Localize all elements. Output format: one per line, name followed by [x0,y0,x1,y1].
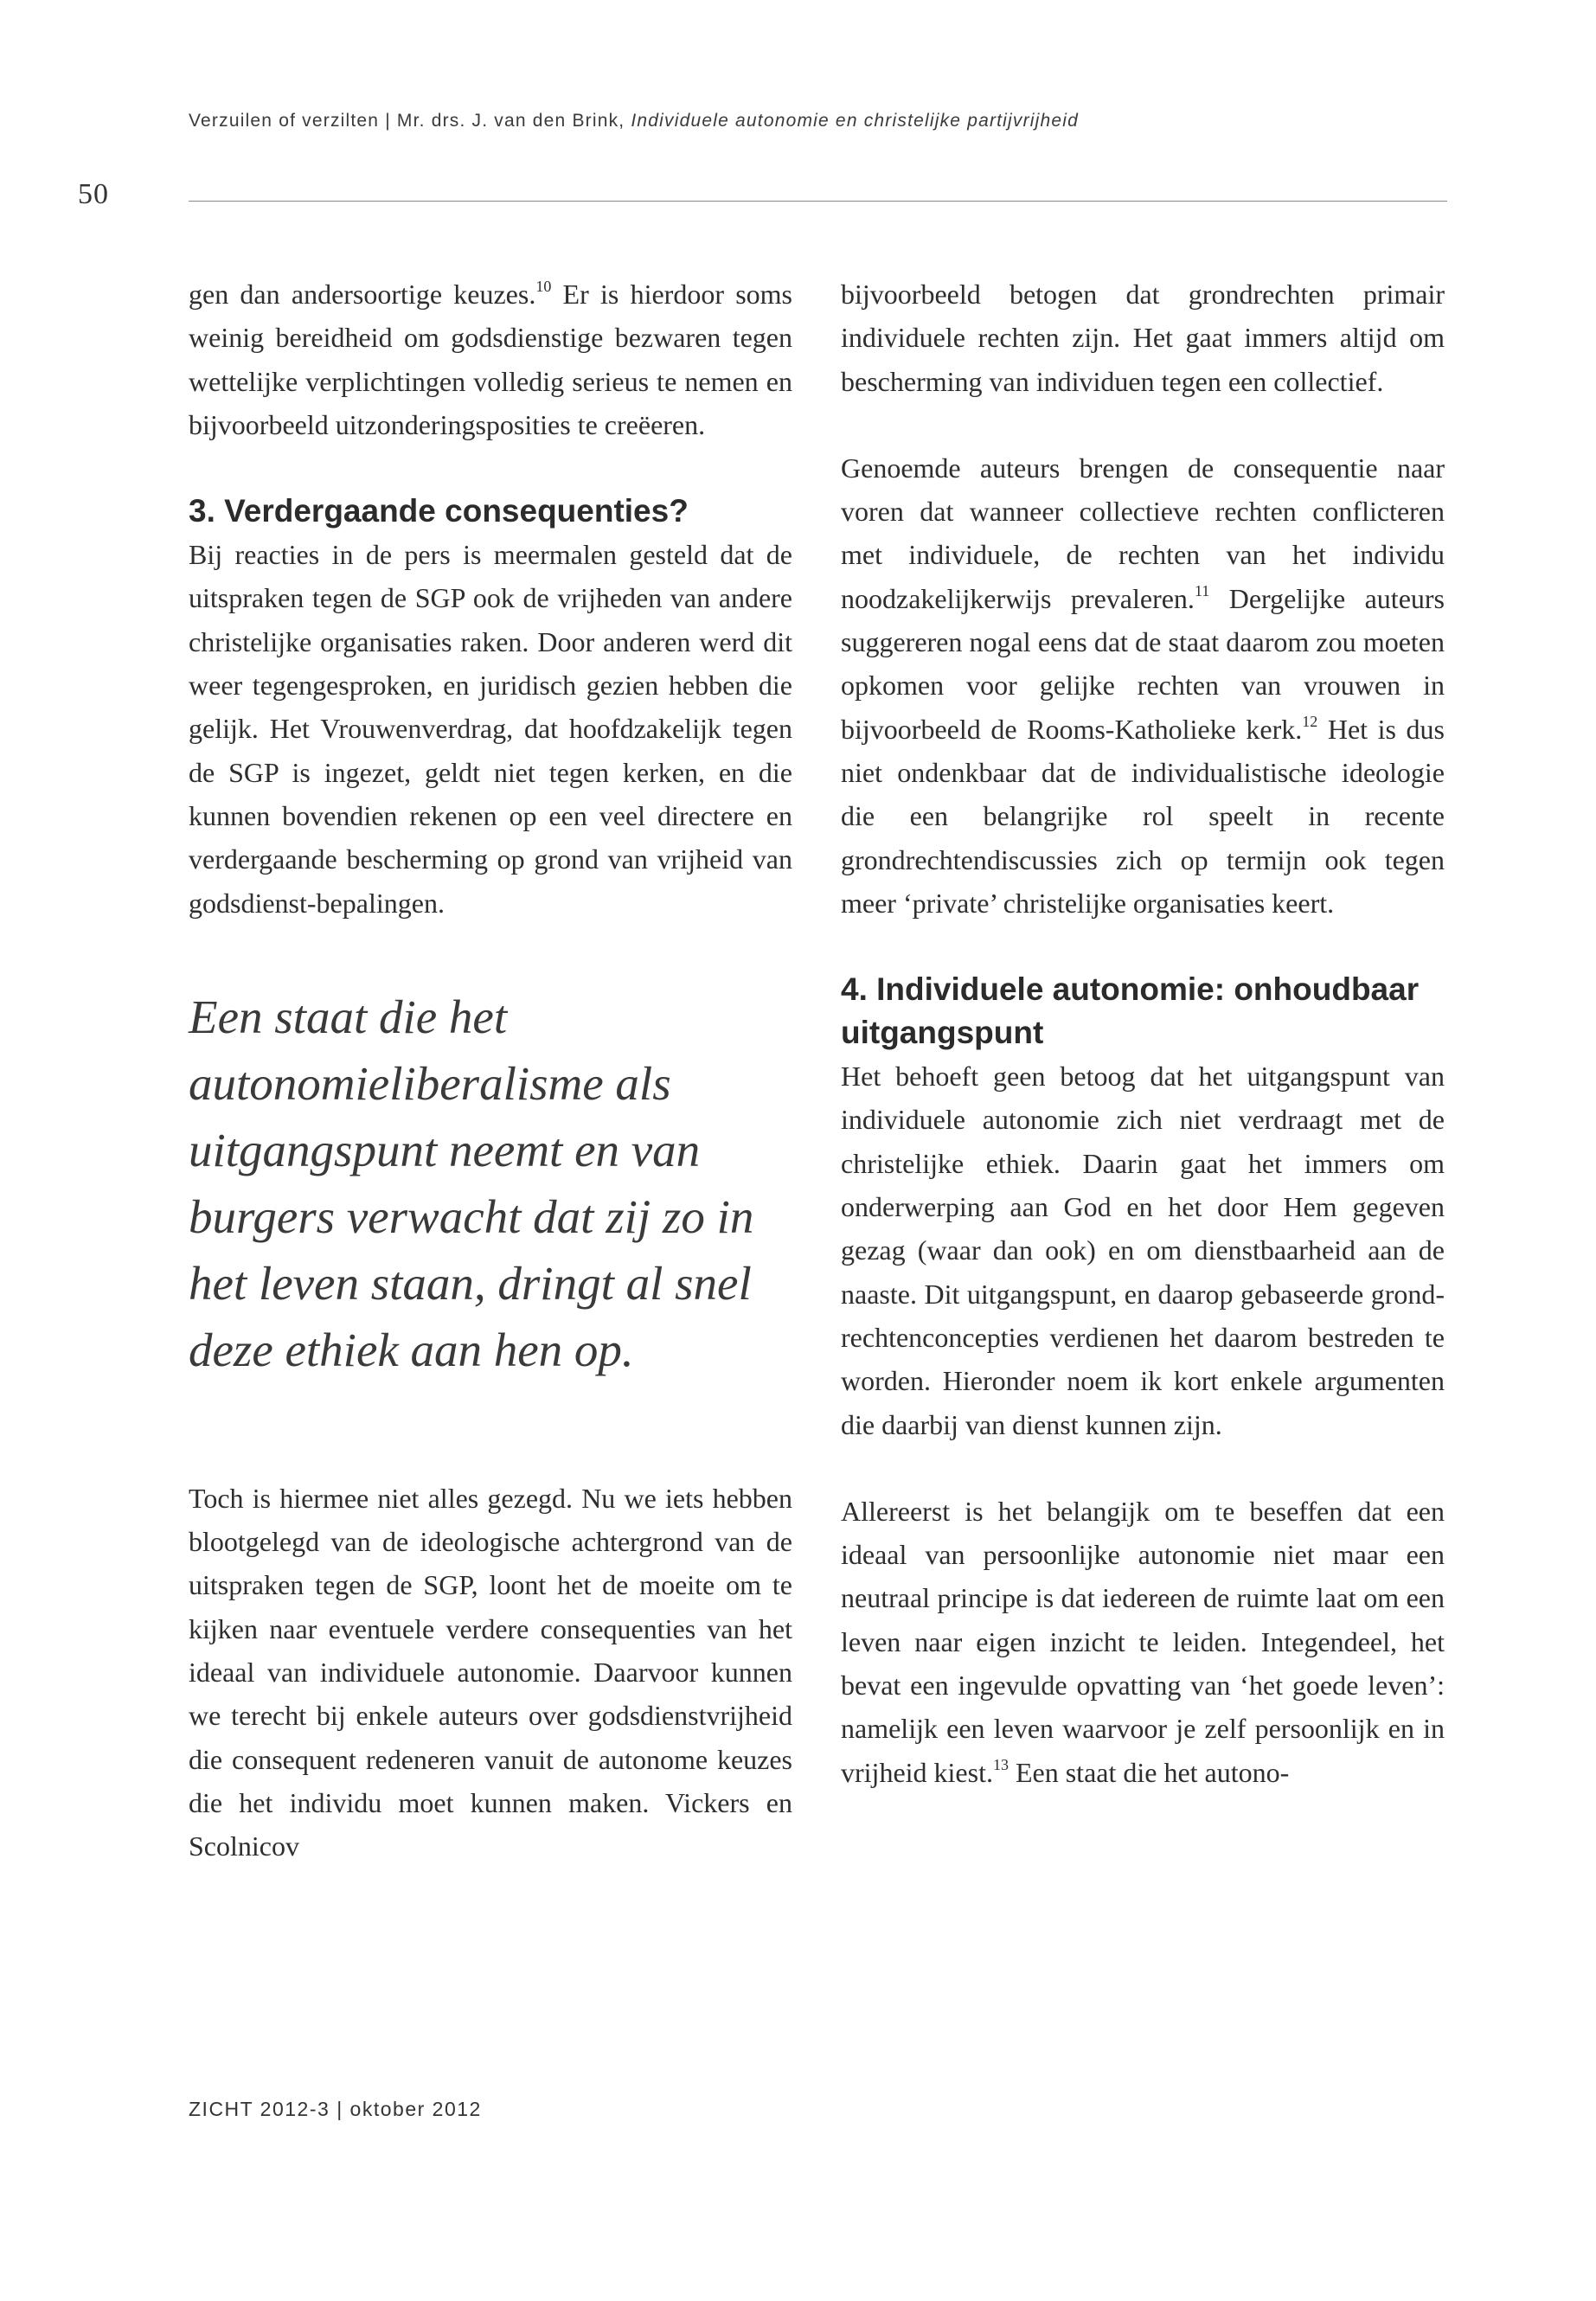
paragraph-press-reactions: Bij reacties in de pers is meermalen gesteld dat de uitspraken tegen de SGP ook de vrijheden van andere christelijke organisaties raken. Door anderen werd dit weer tegengesproken, en juridisch gezien hebben die gelijk. Het Vrouwenverdrag, dat hoofdzakelijk tegen de SGP is ingezet, geldt niet tegen kerken, en die kunnen bovendien rekenen op een veel directere en verdergaande bescherming op grond van vrijheid van godsdienst-bepalingen. [189,539,792,919]
section-heading-4: 4. Individuele autonomie: onhoudbaar uitgangspunt [841,971,1420,1051]
header-rule [189,201,1447,202]
paragraph-text: Allereerst is het belangijk om te beseffen dat een ideaal van persoonlijke autonomie niet maar een neutraal principe is dat iedereen de ruimte laat om een leven naar eigen inzicht te leiden. Integendeel, het bevat een ingevulde opvatting van ‘het goede leven’: namelijk een leven waarvoor je zelf persoonlijk en in vrijheid kiest. [841,1495,1445,1788]
footnote-ref-10[interactable]: 10 [535,278,552,296]
footnote-ref-11[interactable]: 11 [1194,582,1210,600]
page-footer: ZICHT 2012-3 | oktober 2012 [189,2098,482,2120]
paragraph-text: Een staat die het autono- [1008,1756,1290,1788]
section-heading-3: 3. Verdergaande consequenties? [189,493,689,529]
spacer [841,925,1445,968]
spacer [189,1383,792,1477]
right-column [841,272,1445,1794]
paragraph-consequences: Toch is hiermee niet alles gezegd. Nu we iets hebben blootgelegd van de ideologische achtergrond van de uitspraken tegen de SGP, loont het de moeite om te kijken naar eventuele verdere consequenties van het ideaal van individuele autonomie. Daarvoor kunnen we terecht bij enkele auteurs over godsdienstvrijheid die consequent redeneren vanuit de autonome keuzes die het individu moet kunnen maken. Vickers en Scolnicov [189,1482,792,1862]
spacer [189,925,792,984]
paragraph-text: Genoemde auteurs brengen de consequentie naar voren dat wanneer collectieve rechten conflicteren met individuele, de rechten van het individu noodzakelijkerwijs prevaleren. [841,452,1445,614]
spacer [189,446,792,490]
paragraph-text: Er is hierdoor soms weinig bereidheid om godsdienstige bezwaren tegen wettelijke verplichtingen volledig serieus te nemen en bijvoorbeeld uitzonderingsposities te creëeren. [189,279,793,440]
left-column [189,272,792,1868]
running-head [189,111,1079,131]
paragraph-text: Dergelijke auteurs suggereren nogal eens dat de staat daarom zou moeten opkomen voor gelijke rechten van vrouwen in bijvoorbeeld de Rooms-Katholieke kerk. [841,582,1445,745]
paragraph-text: Het is dus niet ondenkbaar dat de individualistische ideologie die een belangrijke rol speelt in recente grondrechtendiscussies zich op termijn ook tegen meer ‘private’ christelijke organisaties keert. [841,713,1445,919]
footnote-ref-12[interactable]: 12 [1302,713,1318,731]
paragraph-christian-ethics: Het behoeft geen betoog dat het uitgangspunt van individuele autonomie zich niet verdraagt met de christelijke ethiek. Daarin gaat het immers om onderwerping aan God en het door Hem gegeven gezag (waar dan ook) en om dienstbaarheid aan de naaste. Dit uitgangspunt, en daarop gebaseerde grondrechtenconcepties verdienen het daarom bestreden te worden. Hieronder noem ik kort enkele argumenten die daarbij van dienst kunnen zijn. [841,1061,1445,1440]
paragraph-authors [841,446,1445,925]
pull-quote: Een staat die het autonomieliberalisme als uitgangspunt neemt en van burgers verwacht dat zij zo in het leven staan, dringt al snel deze ethiek aan hen op. [189,990,754,1376]
running-head-prefix: Verzuilen of verzilten | Mr. drs. J. van den Brink, [189,111,631,131]
paragraph-autonomy-ideal [841,1490,1445,1794]
paragraph-text: gen dan andersoortige keuzes. [189,279,536,310]
paragraph-continued [189,272,792,446]
paragraph-vickers: bijvoorbeeld betogen dat grondrechten primair individuele rechten zijn. Het gaat immers altijd om bescherming van individuen tegen een collectief. [841,279,1445,397]
running-head-title: Individuele autonomie en christelijke partijvrijheid [631,111,1080,131]
page-number: 50 [78,178,109,210]
footnote-ref-13[interactable]: 13 [992,1755,1009,1773]
